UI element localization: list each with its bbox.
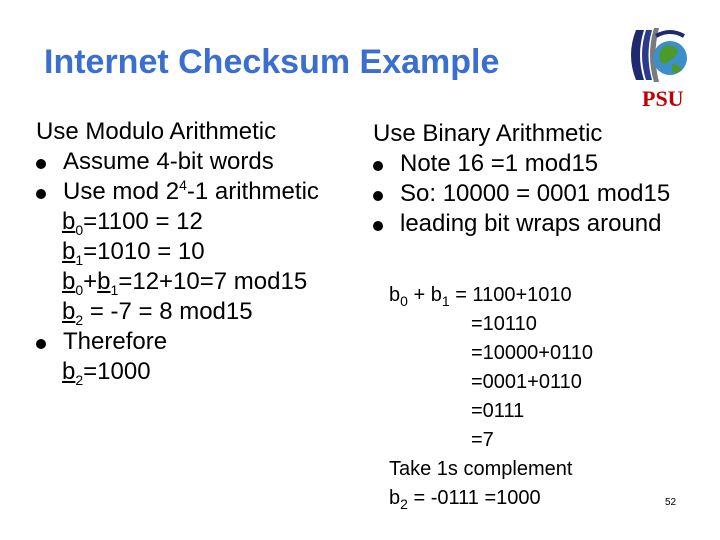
calc-line: =7 xyxy=(471,429,494,451)
left-column xyxy=(36,117,319,387)
right-bullet-2: So: 10000 = 0001 mod15 xyxy=(373,179,670,209)
calc-line: =10000+0110 xyxy=(471,342,593,364)
bullet-dot xyxy=(36,159,46,169)
complement-line: Take 1s complement xyxy=(389,458,573,480)
binary-calculation xyxy=(389,281,593,513)
calc-first-line: $b_0 + b_1 = 1100+1010$ xyxy=(389,284,572,309)
right-bullet-3: leading bit wraps around xyxy=(373,209,670,239)
bullet-dot xyxy=(373,221,383,231)
psu-logo-text: PSU xyxy=(642,86,684,111)
result-line: $b_2=1000$ xyxy=(62,358,151,388)
right-column xyxy=(373,119,670,239)
calc-line: =0001+0110 xyxy=(471,371,582,393)
bullet-dot xyxy=(373,161,383,171)
left-heading: Use Modulo Arithmetic xyxy=(36,118,277,145)
calc-line: =0111 xyxy=(471,400,525,422)
bullet-dot xyxy=(36,189,46,199)
sum-line: $b_0+b_1=12+10=7$ mod15 xyxy=(62,268,308,298)
bullet-dot xyxy=(373,191,383,201)
left-bullet-3: Therefore xyxy=(36,327,319,357)
b2-mod-line: $b_2 = -7 = 8$ mod15 xyxy=(62,298,253,328)
left-bullet-2: Use mod $2^4-1$ arithmetic xyxy=(36,177,319,207)
left-bullet-1: Assume 4-bit words xyxy=(36,147,319,177)
bullet-dot xyxy=(36,339,46,349)
right-heading: Use Binary Arithmetic xyxy=(373,120,603,147)
b1-value-line: $b_1=1010 = 10$ xyxy=(62,238,205,268)
b0-value-line: $b_0=1100 = 12$ xyxy=(62,208,203,238)
calc-final-line: $b_2 = -0111 =1000$ xyxy=(389,487,541,512)
globe-logo-icon xyxy=(626,22,692,88)
right-bullet-1: Note 16 =1 mod15 xyxy=(373,149,670,179)
slide-title: Internet Checksum Example xyxy=(44,43,500,81)
calc-line: =10110 xyxy=(471,313,537,335)
page-number: 52 xyxy=(665,497,677,508)
